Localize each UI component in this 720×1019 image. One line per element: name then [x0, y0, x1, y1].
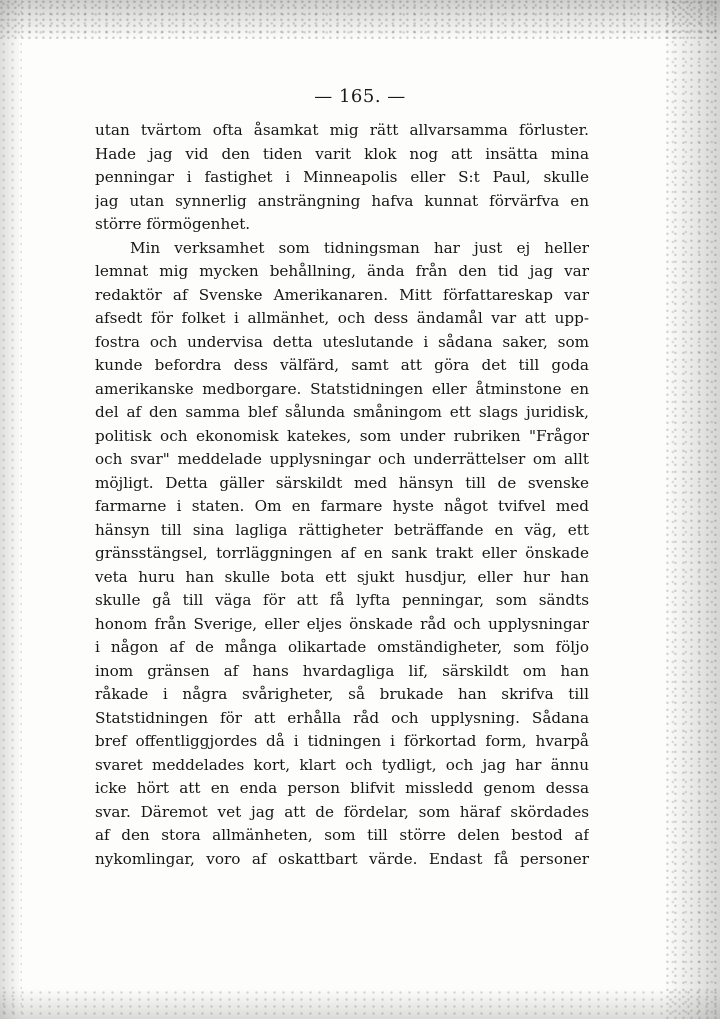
text-line: svaret meddelades kort, klart och tydligt, och jag har ännu: [95, 755, 589, 774]
text-line: del af den samma blef sålunda småningom ett slags juridisk,: [95, 403, 589, 421]
text-line: bref offentliggjordes då i tidningen i förkortad form, hvarpå: [95, 732, 589, 750]
text-line: icke hört att en enda person blifvit missledd genom dessa: [95, 779, 589, 797]
text-line: större förmögenhet.: [95, 215, 251, 233]
text-line: penningar i fastighet i Minneapolis eller S:t Paul, skulle: [95, 168, 589, 186]
text-line: inom gränsen af hans hvardagliga lif, särskildt om han: [95, 661, 589, 680]
text-line: råkade i några svårigheter, så brukade han skrifva till: [95, 685, 589, 703]
text-line: och svar" meddelade upplysningar och underrättelser om allt: [95, 450, 589, 468]
text-line: kunde befordra dess välfärd, samt att göra det till goda: [95, 356, 589, 374]
text-line: svar. Däremot vet jag att de fördelar, som häraf skördades: [95, 802, 589, 821]
text-line: redaktör af Svenske Amerikanaren. Mitt författareskap var: [95, 285, 589, 304]
text-line: farmarne i staten. Om en farmare hyste något tvifvel med: [95, 497, 589, 515]
scan-edge-bottom: [0, 989, 720, 1019]
text-line: af den stora allmänheten, som till större delen bestod af: [95, 826, 589, 844]
text-line: jag utan synnerlig ansträngning hafva kunnat förvärfva en: [95, 191, 589, 210]
text-line: gränsstängsel, torrläggningen af en sank trakt eller önskade: [95, 544, 589, 562]
text-line: Statstidningen för att erhålla råd och upplysning. Sådana: [95, 708, 589, 727]
scan-edge-top: [0, 0, 720, 40]
text-line: afsedt för folket i allmänhet, och dess ändamål var att upp-: [95, 309, 589, 327]
text-line: lemnat mig mycken behållning, ända från den tid jag var: [95, 262, 589, 280]
text-line: veta huru han skulle bota ett sjukt husdjur, eller hur han: [95, 567, 589, 586]
text-line: möjligt. Detta gäller särskildt med hänsyn till de svenske: [95, 473, 589, 492]
body-text: [95, 119, 589, 871]
text-line: fostra och undervisa detta uteslutande i sådana saker, som: [95, 332, 589, 351]
text-line: utan tvärtom ofta åsamkat mig rätt allvarsamma förluster.: [95, 121, 589, 139]
scan-edge-left: [0, 0, 22, 1019]
text-line: i någon af de många olikartade omständigheter, som följo: [95, 638, 589, 656]
paragraph-start-line: Min verksamhet som tidningsman har just ej heller: [130, 238, 589, 257]
text-line: amerikanske medborgare. Statstidningen eller åtminstone en: [95, 379, 589, 398]
scan-edge-right: [665, 0, 720, 1019]
text-line: honom från Sverige, eller eljes önskade råd och upplysningar: [95, 614, 589, 633]
text-line: hänsyn till sina lagliga rättigheter beträffande en väg, ett: [95, 520, 589, 539]
text-line: nykomlingar, voro af oskattbart värde. Endast få personer: [95, 849, 589, 868]
page-number: — 165. —: [314, 86, 406, 107]
text-line: politisk och ekonomisk katekes, som under rubriken "Frågor: [95, 426, 589, 445]
text-line: Hade jag vid den tiden varit klok nog att insätta mina: [95, 144, 589, 163]
text-line: skulle gå till väga för att få lyfta penningar, som sändts: [95, 591, 589, 609]
